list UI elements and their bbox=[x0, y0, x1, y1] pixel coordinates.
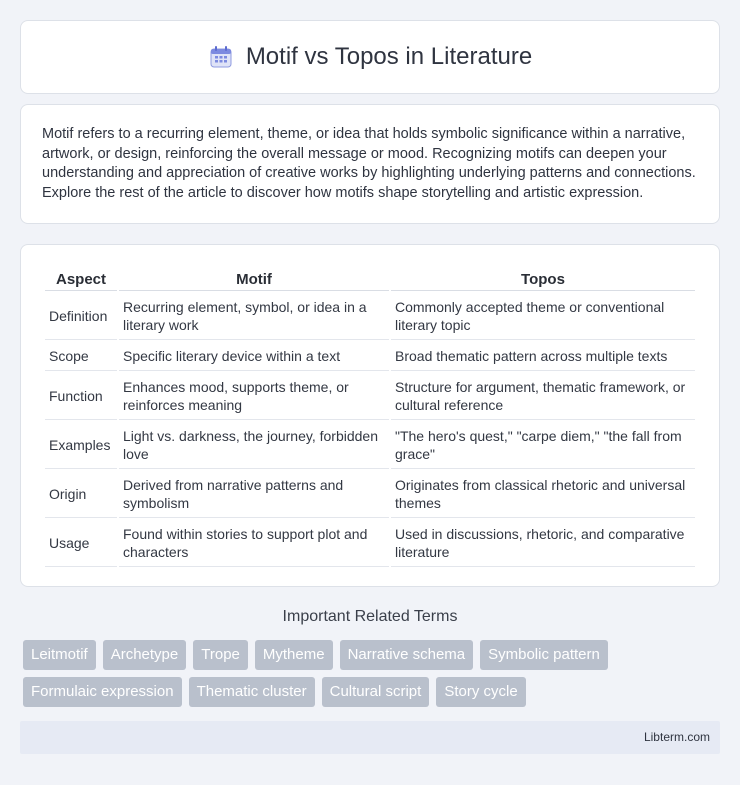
page-title: Motif vs Topos in Literature bbox=[245, 43, 533, 70]
motif-cell: Found within stories to support plot and characters bbox=[119, 520, 389, 567]
comparison-table-card bbox=[20, 244, 720, 587]
aspect-cell: Usage bbox=[45, 520, 117, 567]
topos-cell: Commonly accepted theme or conventional literary topic bbox=[391, 293, 695, 340]
related-term-tag[interactable]: Leitmotif bbox=[23, 640, 96, 670]
related-term-tag[interactable]: Narrative schema bbox=[340, 640, 474, 670]
motif-cell: Specific literary device within a text bbox=[119, 342, 389, 371]
related-term-tag[interactable]: Thematic cluster bbox=[189, 677, 315, 707]
table-row bbox=[45, 471, 695, 518]
related-term-tag[interactable]: Mytheme bbox=[255, 640, 333, 670]
header-aspect: Aspect bbox=[45, 267, 117, 291]
intro-card bbox=[20, 104, 720, 224]
related-terms-title: Important Related Terms bbox=[282, 608, 458, 625]
comparison-table bbox=[43, 265, 697, 569]
header-motif: Motif bbox=[119, 267, 389, 291]
topos-cell: Used in discussions, rhetoric, and comparative literature bbox=[391, 520, 695, 567]
title-card bbox=[20, 20, 720, 94]
table-row bbox=[45, 422, 695, 469]
title-wrap bbox=[208, 43, 532, 71]
footer-site-link[interactable]: Libterm.com bbox=[643, 730, 710, 744]
aspect-cell: Origin bbox=[45, 471, 117, 518]
aspect-cell: Definition bbox=[45, 293, 117, 340]
topos-cell: "The hero's quest," "carpe diem," "the fall from grace" bbox=[391, 422, 695, 469]
related-term-tag[interactable]: Archetype bbox=[103, 640, 187, 670]
footer bbox=[20, 721, 720, 754]
header-topos: Topos bbox=[391, 267, 695, 291]
motif-cell: Enhances mood, supports theme, or reinforces meaning bbox=[119, 373, 389, 420]
motif-cell: Light vs. darkness, the journey, forbidden love bbox=[119, 422, 389, 469]
related-term-tag[interactable]: Trope bbox=[193, 640, 248, 670]
table-row bbox=[45, 342, 695, 371]
aspect-cell: Examples bbox=[45, 422, 117, 469]
aspect-cell: Function bbox=[45, 373, 117, 420]
motif-cell: Recurring element, symbol, or idea in a literary work bbox=[119, 293, 389, 340]
related-term-tag[interactable]: Cultural script bbox=[322, 677, 430, 707]
topos-cell: Originates from classical rhetoric and universal themes bbox=[391, 471, 695, 518]
related-terms-list bbox=[23, 640, 723, 707]
aspect-cell: Scope bbox=[45, 342, 117, 371]
table-header-row bbox=[45, 267, 695, 291]
table-row bbox=[45, 520, 695, 567]
intro-paragraph: Motif refers to a recurring element, theme, or idea that holds symbolic significance within a narrative, artwork, or design, reinforcing the overall message or mood. Recognizing motifs can deepen your understanding and appreciation of creative works by highlighting underlying patterns and connections. Explore the rest of the article to discover how motifs shape storytelling and artistic expression. bbox=[42, 126, 696, 201]
calendar-icon bbox=[208, 44, 234, 70]
table-row bbox=[45, 373, 695, 420]
topos-cell: Broad thematic pattern across multiple texts bbox=[391, 342, 695, 371]
motif-cell: Derived from narrative patterns and symbolism bbox=[119, 471, 389, 518]
related-term-tag[interactable]: Formulaic expression bbox=[23, 677, 182, 707]
related-term-tag[interactable]: Story cycle bbox=[436, 677, 525, 707]
table-row bbox=[45, 293, 695, 340]
related-term-tag[interactable]: Symbolic pattern bbox=[480, 640, 608, 670]
topos-cell: Structure for argument, thematic framework, or cultural reference bbox=[391, 373, 695, 420]
